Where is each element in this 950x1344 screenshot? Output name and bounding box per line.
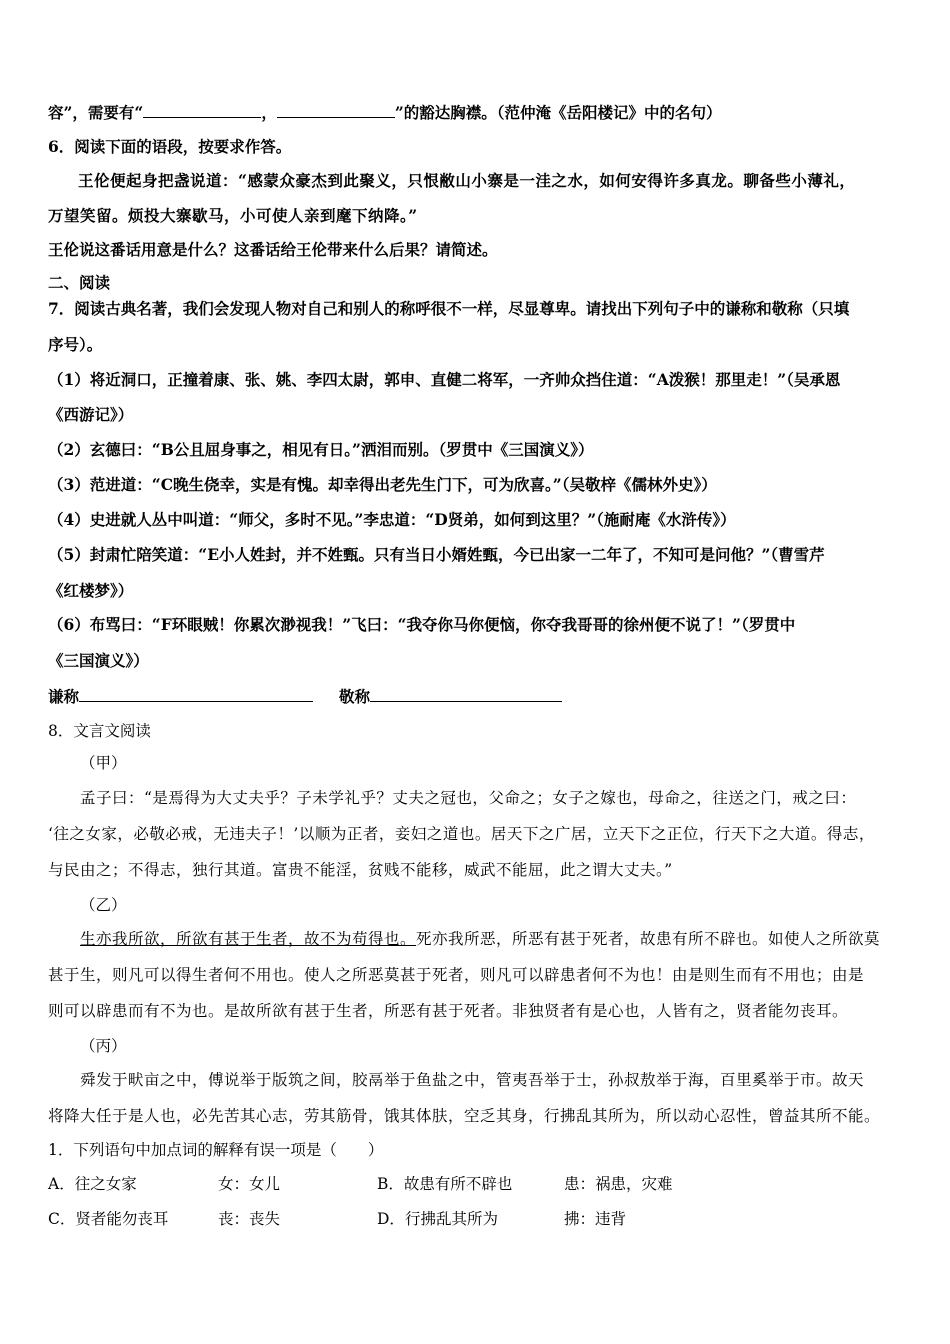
option-a[interactable] bbox=[48, 1173, 137, 1195]
q6-question: 王伦说这番话用意是什么？这番话给王伦带来什么后果？请简述。 bbox=[48, 240, 498, 259]
option-d[interactable] bbox=[377, 1208, 498, 1230]
q5-text-1: 容”，需要有“ bbox=[48, 103, 144, 122]
q5-blank-2[interactable] bbox=[277, 101, 395, 118]
q8-stem: 8．文言文阅读 bbox=[48, 722, 151, 740]
q7-item-5-line-1: （5）封肃忙陪笑道：“E小人姓封，并不姓甄。只有当日小婿姓甄，今已出家一二年了，不知可是问他？”（曹雪芹 bbox=[48, 545, 825, 564]
passage-yi-line-3: 则可以辟患而有不为也。是故所欲有甚于生者，所恶有甚于死者。非独贤者有是心也，人皆有之，贤者能勿丧耳。 bbox=[48, 1002, 849, 1020]
q5-fill-line bbox=[48, 101, 722, 124]
q6-stem: 6．阅读下面的语段，按要求作答。 bbox=[48, 137, 292, 156]
q6-passage-line-1: 王伦便起身把盏说道：“感蒙众豪杰到此聚义，只恨敝山小寨是一洼之水，如何安得许多真龙。聊备些小薄礼， bbox=[78, 171, 856, 190]
option-b-text: 故患有所不辟也 bbox=[403, 1175, 513, 1193]
q7-answer-line bbox=[48, 685, 562, 708]
option-b-key: B． bbox=[377, 1175, 404, 1193]
option-c-text: 贤者能勿丧耳 bbox=[75, 1210, 169, 1228]
q8-sub-question-1: 1．下列语句中加点词的解释有误一项是（ ） bbox=[48, 1141, 384, 1159]
option-a-key: A． bbox=[48, 1175, 75, 1193]
q7-item-6-line-1: （6）布骂曰：“F环眼贼！你累次渺视我！”飞曰：“我夺你马你便恼，你夺我哥哥的徐州便不说了！”（罗贯中 bbox=[48, 615, 796, 634]
option-b[interactable] bbox=[377, 1173, 512, 1195]
honorific-term-blank[interactable] bbox=[370, 685, 562, 702]
passage-yi-line-1-rest: 死亦我所恶，所恶有甚于死者，故患有所不辟也。如使人之所欲莫 bbox=[416, 930, 881, 948]
passage-yi-line-2: 甚于生，则凡可以得生者何不用也。使人之所恶莫甚于死者，则凡可以辟患者何不为也！由是则生而有不用也；由是 bbox=[48, 966, 865, 984]
passage-jia-line-3: 与民由之；不得志，独行其道。富贵不能淫，贫贱不能移，威武不能屈，此之谓大丈夫。” bbox=[48, 861, 673, 879]
section-heading-reading: 二、阅读 bbox=[48, 273, 111, 292]
q6-passage-line-2: 万望笑留。烦投大寨歇马，小可使人亲到麾下纳降。” bbox=[48, 206, 418, 225]
option-a-text: 往之女家 bbox=[74, 1175, 137, 1193]
q7-item-5-line-2: 《红楼梦》） bbox=[48, 581, 134, 600]
q7-stem-line-1: 7．阅读古典名著，我们会发现人物对自己和别人的称呼很不一样，尽显尊卑。请找出下列句子中的谦称和敬称（只填 bbox=[48, 299, 850, 318]
q5-blank-1[interactable] bbox=[143, 101, 261, 118]
option-d-text: 行拂乱其所为 bbox=[404, 1210, 498, 1228]
option-c[interactable] bbox=[48, 1208, 168, 1230]
q7-item-3: （3）范进道：“C晚生侥幸，实是有愧。却幸得出老先生门下，可为欣喜。”（吴敬梓《儒林外史》） bbox=[48, 475, 717, 494]
passage-jia-line-1: 孟子曰：“是焉得为大丈夫乎？子未学礼乎？丈夫之冠也，父命之；女子之嫁也，母命之，往送之门，戒之曰： bbox=[80, 789, 857, 807]
q5-text-2: ， bbox=[261, 103, 277, 122]
q7-item-2: （2）玄德曰：“B公且屈身事之，相见有日。”洒泪而别。（罗贯中《三国演义》） bbox=[48, 440, 594, 459]
q7-item-1-line-2: 《西游记》） bbox=[48, 405, 134, 424]
q7-item-1-line-1: （1）将近洞口，正撞着康、张、姚、李四太尉，郭申、直健二将军，一齐帅众挡住道：“A泼猴！那里走！”（吴承恩 bbox=[48, 370, 841, 389]
passage-jia-line-2: ‘往之女家，必敬必戒，无违夫子！’以顺为正者，妾妇之道也。居天下之广居，立天下之正位，行天下之大道。得志， bbox=[48, 825, 875, 843]
passage-yi-line-1 bbox=[80, 928, 880, 950]
q5-text-3: ”的豁达胸襟。（范仲淹《岳阳楼记》中的名句） bbox=[394, 103, 722, 122]
option-d-gloss: 拂：违背 bbox=[564, 1210, 627, 1228]
option-a-gloss: 女：女儿 bbox=[218, 1175, 281, 1193]
option-c-gloss: 丧：丧失 bbox=[218, 1210, 281, 1228]
q7-item-6-line-2: 《三国演义》） bbox=[48, 651, 149, 670]
option-d-key: D． bbox=[377, 1210, 405, 1228]
option-c-key: C． bbox=[48, 1210, 76, 1228]
passage-bing-label: （丙） bbox=[80, 1037, 127, 1055]
passage-jia-label: （甲） bbox=[80, 754, 127, 772]
q7-item-4: （4）史进就人丛中叫道：“师父，多时不见。”李忠道：“D贤弟，如何到这里？”（施耐庵《水浒传》） bbox=[48, 510, 736, 529]
passage-bing-line-1: 舜发于畎亩之中，傅说举于版筑之间，胶鬲举于鱼盐之中，管夷吾举于士，孙叔敖举于海，百里奚举于市。故天 bbox=[80, 1071, 865, 1089]
option-b-gloss: 患：祸患，灾难 bbox=[564, 1175, 673, 1193]
passage-yi-label: （乙） bbox=[80, 896, 127, 914]
honorific-term-label: 敬称 bbox=[339, 687, 371, 706]
underlined-sentence: 生亦我所欲，所欲有甚于生者，故不为苟得也。 bbox=[80, 930, 417, 948]
humble-term-blank[interactable] bbox=[79, 685, 313, 702]
q7-stem-line-2: 序号）。 bbox=[48, 335, 103, 354]
passage-bing-line-2: 将降大任于是人也，必先苦其心志，劳其筋骨，饿其体肤，空乏其身，行拂乱其所为，所以动心忍性，曾益其所不能。 bbox=[48, 1107, 881, 1125]
humble-term-label: 谦称 bbox=[48, 687, 80, 706]
